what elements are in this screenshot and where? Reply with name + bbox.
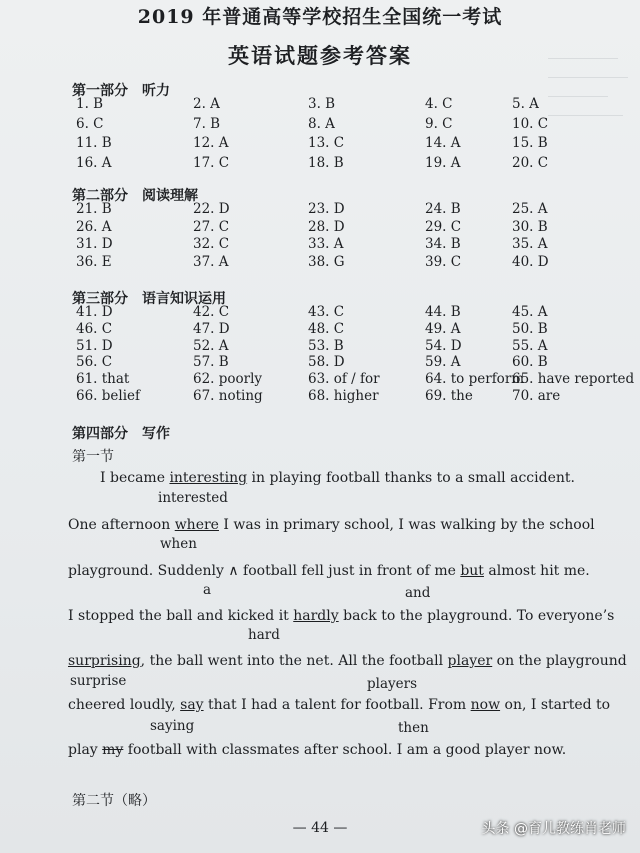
answer-item: 7. B [193,115,221,132]
answer-item: 23. D [308,201,345,217]
essay-line-1: I became interesting in playing football thanks to a small accident. [100,470,575,486]
answer-item: 67. noting [193,388,263,404]
answer-item: 58. D [308,354,345,371]
answer-item: 41. D [76,304,113,320]
answer-item: 42. C [193,304,230,320]
answer-key-title: 英语试题参考答案 [228,44,412,68]
answer-item: 36. E [76,253,112,270]
answer-item: 43. C [308,304,345,320]
answer-item: 12. A [193,135,229,151]
part2-heading: 第二部分 阅读理解 [72,188,198,204]
answer-item: 30. B [512,218,548,235]
answer-item: 21. B [76,201,112,217]
answer-item: 63. of / for [308,371,380,388]
answer-item: 11. B [76,135,112,151]
answer-item: 5. A [512,96,539,112]
answer-item: 64. to perform [425,371,525,388]
answer-item: 51. D [76,337,113,354]
answer-item: 17. C [193,154,230,171]
answer-item: 46. C [76,320,113,337]
answer-item: 4. C [425,96,453,112]
part3-heading: 第三部分 语言知识运用 [72,291,226,307]
answer-item: 49. A [425,320,461,337]
answer-item: 54. D [425,337,462,354]
answer-item: 68. higher [308,388,379,404]
answer-item: 9. C [425,115,453,132]
correction: hard [248,627,280,643]
essay-line-3: playground. Suddenly ∧ football fell just in front of me but almost hit me. [68,563,590,579]
answer-item: 20. C [512,154,549,171]
answer-item: 57. B [193,354,229,371]
answer-item: 6. C [76,115,104,132]
answer-item: 55. A [512,337,548,354]
answer-item: 25. A [512,201,548,217]
answer-item: 48. C [308,320,345,337]
essay-line-2: One afternoon where I was in primary school, I was walking by the school [68,517,595,533]
answer-item: 70. are [512,388,561,404]
answer-item: 38. G [308,253,345,270]
answer-item: 47. D [193,320,230,337]
answer-item: 18. B [308,154,344,171]
correction: and [405,585,431,601]
answer-item: 10. C [512,115,549,132]
correction: saying [150,718,195,734]
exam-title: 2019 年普通高等学校招生全国统一考试 [137,6,503,28]
essay-line-6: cheered loudly, say that I had a talent for football. From now on, I started to [68,697,611,713]
essay-line-4: I stopped the ball and kicked it hardly back to the playground. To everyone’s [68,608,615,624]
correction: then [398,720,429,736]
answer-item: 45. A [512,304,548,320]
answer-item: 14. A [425,135,461,151]
answer-item: 60. B [512,354,548,371]
correction: surprise [70,673,127,689]
answer-item: 29. C [425,218,462,235]
page-number: — 44 — [292,820,348,836]
answer-item: 8. A [308,115,335,132]
answer-item: 26. A [76,218,112,235]
answer-item: 69. the [425,388,473,404]
insert-caret: ∧ [228,563,239,579]
answer-item: 61. that [76,371,130,388]
answer-item: 19. A [425,154,461,171]
answer-item: 22. D [193,201,230,217]
answer-item: 37. A [193,253,229,270]
answer-item: 2. A [193,96,220,112]
answer-item: 40. D [512,253,549,270]
answer-item: 56. C [76,354,113,371]
essay-line-7: play my football with classmates after school. I am a good player now. [68,742,567,758]
correction: when [160,536,197,552]
answer-item: 3. B [308,96,336,112]
answer-item: 32. C [193,236,230,252]
section1-label: 第一节 [72,449,114,465]
answer-item: 62. poorly [193,371,263,388]
correction: interested [158,490,228,506]
answer-item: 28. D [308,218,345,235]
answer-item: 35. A [512,236,548,252]
correction: players [367,676,418,692]
answer-item: 39. C [425,253,462,270]
answer-item: 31. D [76,236,113,252]
answer-item: 33. A [308,236,344,252]
answer-item: 59. A [425,354,461,371]
answer-item: 44. B [425,304,461,320]
watermark: 头条 @育儿教练肖老师 [481,821,626,837]
part1-heading: 第一部分 听力 [72,83,170,99]
answer-item: 52. A [193,337,229,354]
essay-line-5: surprising, the ball went into the net. All the football player on the playground [68,653,627,669]
answer-item: 34. B [425,236,461,252]
answer-item: 15. B [512,135,548,151]
answer-item: 65. have reported [512,371,635,388]
answer-item: 50. B [512,320,548,337]
answer-item: 1. B [76,96,104,112]
answer-item: 13. C [308,135,345,151]
part4-heading: 第四部分 写作 [72,426,170,442]
section2-label: 第二节（略） [72,793,156,809]
answer-item: 27. C [193,218,230,235]
answer-item: 16. A [76,154,112,171]
answer-item: 53. B [308,337,344,354]
correction: a [203,582,212,598]
answer-item: 24. B [425,201,461,217]
answer-item: 66. belief [76,388,141,404]
